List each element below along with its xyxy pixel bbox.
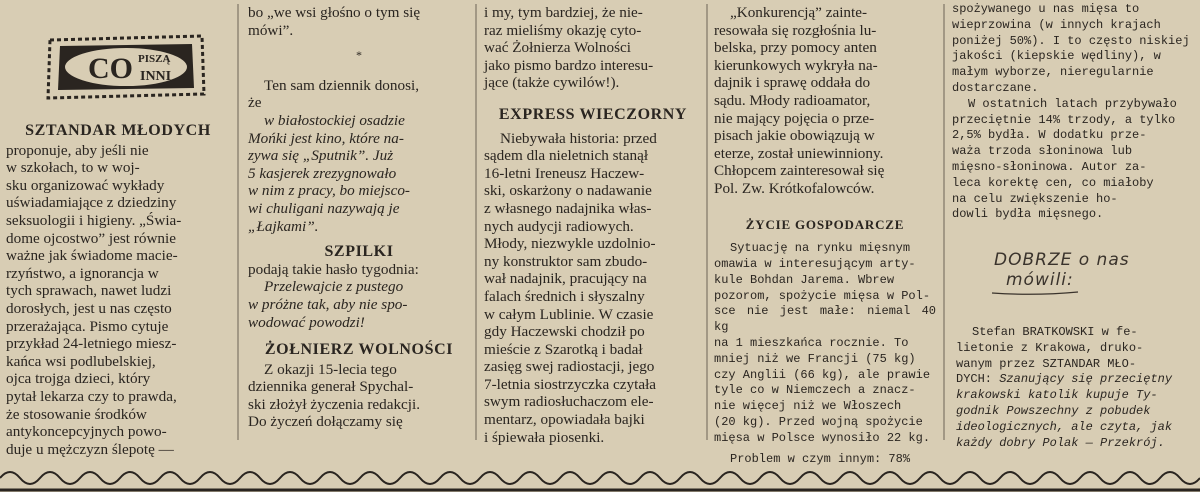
text-line: falach średnich i słyszalny (484, 287, 645, 305)
heading-sztandar-mlodych: SZTANDAR MŁODYCH (25, 122, 211, 139)
heading-zolnierz-wolnosci: ŻOŁNIERZ WOLNOŚCI (264, 341, 454, 359)
text-line: Z okazji 15-lecia tego (264, 360, 397, 378)
text-line: Młody, niezwykle uzdolnio- (484, 235, 656, 253)
text-line: Stefan BRATKOWSKI w fe- (972, 325, 1138, 339)
text-line: tych sprawach, nawet ludzi (6, 282, 172, 300)
text-line: rzyństwo, a ignorancja w (6, 264, 159, 282)
text-line: ski złożył życzenia redakcji. (248, 395, 421, 413)
text-line: Szanujący się przeciętny (999, 372, 1173, 387)
handwritten-heading-line1: DOBRZE o nas (994, 250, 1130, 270)
text-line: w próżne tak, aby nie spo- (248, 295, 408, 313)
text-line: i śpiewała piosenki. (484, 428, 605, 446)
text-line: jako pismo bardzo interesu- (484, 56, 654, 74)
text-line: pytał lekarza czy to prawda, (6, 387, 177, 405)
text-line: ojca trojga dzieci, który (6, 370, 151, 388)
text-line: że stosowanie środków (6, 405, 147, 423)
text-line: wi chuligani nazywają je (248, 199, 400, 217)
text-line: mięsa w Polsce wynosiło 22 kg. (714, 430, 931, 445)
text-line: kule Bohdan Jarema. Wbrew (714, 272, 895, 287)
text-line: duje u mężczyzn ślepotę — (6, 440, 174, 458)
text-line: jakości (kiepskie wędliny), w (952, 49, 1161, 64)
logo-big-text: CO (88, 52, 133, 85)
text-line: proponuje, aby jeśli nie (6, 141, 149, 159)
text-line: „Konkurencją” zainte- (730, 4, 868, 21)
text-line: dostarczane. (952, 80, 1039, 95)
text-line: Problem w czym innym: 78% (730, 452, 911, 467)
text-line: podają takie hasło tygodnia: (248, 260, 419, 278)
text-line: nych audycji radiowych. (484, 217, 634, 235)
logo-small-bottom: INNI (140, 69, 172, 84)
text-line: antykoncepcyjnych powo- (6, 423, 167, 441)
text-line: (20 kg). Przed wojną spożycie (714, 414, 923, 429)
text-line: że (248, 94, 262, 112)
text-line: wał nadajnik, pracujący na (484, 270, 647, 288)
text-line: 5 kasjerek zrezygnowało (248, 164, 397, 182)
text-line: Chłopcem zainteresował się (714, 162, 885, 180)
text-line: Sytuację na rynku mięsnym (730, 241, 911, 256)
text-line: ski, oskarżony o nadawanie (484, 182, 652, 200)
text-line: ważne jak świadome macie- (6, 247, 178, 265)
text-line: 7-letnia siostrzyczka czytała (484, 375, 657, 393)
text-line: godnik Powszechny z pobudek (956, 403, 1151, 418)
text-line: mieście z Szarotką i badał (484, 340, 643, 358)
text-line: mniej niż we Francji (75 kg) (714, 351, 916, 366)
text-line: nie więcej niż we Włoszech (714, 399, 902, 414)
text-line: seksuologii i higieny. „Świa- (6, 211, 182, 229)
text-line: ny konstruktor sam zbudo- (484, 252, 648, 270)
text-line: jące (także cywilów!). (484, 74, 620, 92)
text-line: kańca wsi podlubelskiej, (6, 352, 156, 370)
text-line: spożywanego u nas mięsa to (952, 2, 1140, 16)
text-line: raz mieliśmy okazję cyto- (484, 21, 642, 39)
text-line: przeciętnie 14% trzody, a tylko (952, 112, 1176, 127)
text-line: „Łajkami”. (248, 217, 319, 235)
text-line: sądu. Młody radioamator, (714, 91, 871, 109)
text-line: w szkołach, to w woj- (6, 159, 140, 177)
text-line: wać Żołnierza Wolności (484, 39, 631, 57)
text-line: eterze, został uniewinniony. (714, 144, 884, 162)
text-line: DYCH: (956, 372, 993, 387)
text-line: krakowski katolik kupuje Ty- (956, 388, 1158, 403)
text-line: sku organizować wykłady (6, 176, 165, 194)
heading-zycie-gospodarcze: ŻYCIE GOSPODARCZE (745, 216, 905, 232)
text-line: w całym Lublinie. W czasie (484, 305, 654, 323)
text-line: leca korektę cen, co miałoby (952, 175, 1154, 190)
heading-express-wieczorny: EXPRESS WIECZORNY (498, 105, 688, 123)
star-separator: * (356, 48, 362, 63)
handwritten-heading-line2: mówili: (1006, 270, 1074, 290)
text-line: każdy dobry Polak — Przekrój. (956, 435, 1165, 450)
text-line: 2,5% bydła. W dodatku prze- (952, 128, 1147, 143)
wavy-border-icon (0, 472, 1200, 484)
text-line: omawia w interesującym arty- (714, 256, 916, 271)
text-line: wieprzowina (w innych krajach (952, 17, 1161, 32)
text-line: przykład 24-letniego miesz- (6, 335, 177, 353)
text-line: przerażająca. Pismo cytuje (6, 317, 169, 335)
text-line: wodować powodzi! (248, 313, 365, 331)
logo-small-top: PISZĄ (138, 53, 171, 65)
text-line: nie mający pojęcia o prze- (714, 109, 875, 127)
text-line: sce nie jest małe: niemal 40 kg (714, 304, 936, 335)
heading-szpilki: SZPILKI (324, 243, 394, 261)
text-line: lietonie z Krakowa, druko- (956, 340, 1144, 355)
text-line: małym wyborze, nieregularnie (952, 65, 1154, 80)
text-line: pozorom, spożycie mięsa w Pol- (714, 288, 931, 303)
text-line: na celu zwiększenie ho- (952, 191, 1118, 206)
text-line: mięsno-słoninowa. Autor za- (952, 159, 1147, 174)
text-line: dziennika generał Spychal- (248, 378, 414, 396)
text-line: 16-letni Ireneusz Haczew- (484, 164, 645, 182)
text-line: wanym przez SZTANDAR MŁO- (956, 356, 1137, 371)
text-line: i my, tym bardziej, że nie- (484, 4, 643, 21)
text-line: sądem dla nieletnich stanął (484, 147, 649, 165)
text-line: waża trzoda słoninowa lub (952, 144, 1133, 159)
text-line: dome ojcostwo” jest równie (6, 229, 176, 247)
text-line: z własnego nadajnika włas- (484, 199, 652, 217)
text-line: dorosłych, jest u nas często (6, 299, 172, 317)
text-line: belska, przy pomocy anten (714, 39, 877, 57)
text-line: Pol. Zw. Krótkofalowców. (714, 179, 875, 197)
text-line: Mońki jest kino, które na- (248, 129, 404, 147)
text-line: kierunkowych wykryła na- (714, 56, 878, 74)
text-line: Do życzeń dołączamy się (248, 413, 403, 431)
text-line: resowała się rozgłośnia lu- (714, 21, 877, 39)
text-line: zywa się „Sputnik”. Już (248, 147, 394, 165)
text-line: bo „we wsi głośno o tym się (248, 4, 421, 21)
text-line: w białostockiej osadzie (264, 111, 405, 129)
text-line: czy Anglii (66 kg), ale prawie (714, 367, 931, 382)
text-line: Ten sam dziennik donosi, (264, 76, 420, 94)
text-line: zasięg swej radiostacji, jego (484, 358, 655, 376)
text-line: gdy Haczewski chodził po (484, 323, 645, 341)
text-line: W ostatnich latach przybywało (968, 96, 1177, 111)
text-line: tyle co w Niemczech a znacz- (714, 383, 916, 398)
text-line: poniżej 50%). I to często niskiej (952, 33, 1190, 48)
text-line: dowli bydła mięsnego. (952, 207, 1104, 222)
text-line: mentarz, opowiadała bajki (484, 411, 645, 429)
text-line: Niebywała historia: przed (500, 129, 657, 147)
text-line: uświadamiające z dziedziny (6, 194, 177, 212)
text-line: Przelewajcie z pustego (264, 278, 404, 296)
text-line: dajnik i sprawę oddała do (714, 74, 871, 92)
text-line: ideologicznych, ale czyta, jak (956, 419, 1173, 434)
text-line: w nim z pracy, bo miejsco- (248, 182, 410, 200)
text-line: pisach jakie obowiązują w (714, 127, 875, 145)
text-line: na 1 mieszkańca rocznie. To (714, 335, 909, 350)
text-line: swym radiosłuchaczom ele- (484, 393, 654, 411)
text-line: mówi”. (248, 21, 294, 39)
